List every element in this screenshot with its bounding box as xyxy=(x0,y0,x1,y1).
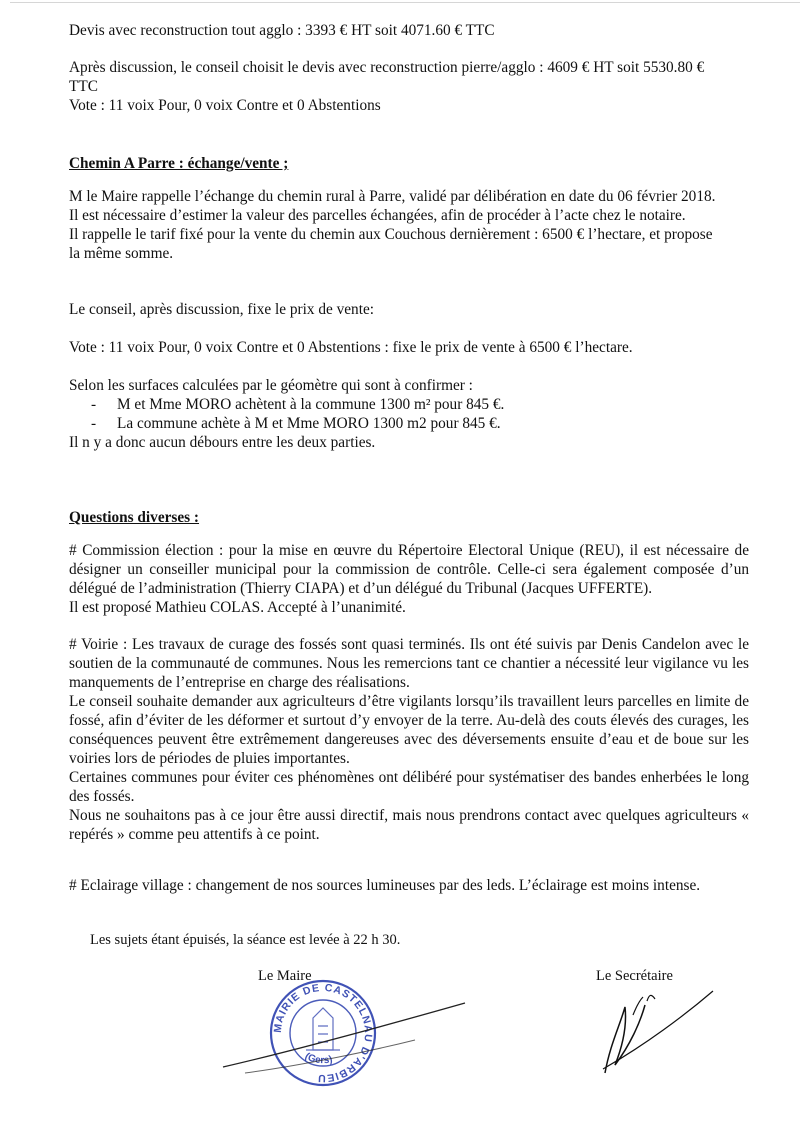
maire-signature xyxy=(215,985,515,1085)
questions-heading: Questions diverses : xyxy=(69,509,200,526)
dash-bullet: - xyxy=(91,415,97,432)
chemin-line3: Il rappelle le tarif fixé pour la vente du chemin aux Couchous dernièrement : 6500 € l’hectare, et propose xyxy=(69,226,713,243)
chemin-list xyxy=(69,395,749,433)
devis-choice-line1: Après discussion, le conseil choisit le devis avec reconstruction pierre/agglo : 4609 € HT soit 5530.80 € xyxy=(69,59,705,76)
svg-text:MAIRIE DE CASTELNAU D'ARBIEU: MAIRIE DE CASTELNAU D'ARBIEU xyxy=(271,981,375,1085)
chemin-line1: M le Maire rappelle l’échange du chemin rural à Parre, validé par délibération en date du 06 février 2018. xyxy=(69,188,716,205)
devis-vote: Vote : 11 voix Pour, 0 voix Contre et 0 Abstentions xyxy=(69,97,381,114)
voirie-paragraph-2: Le conseil souhaite demander aux agriculteurs d’être vigilants lorsqu’ils travaillent leurs parcelles en limite de fossé, afin d’éviter de les déformer et surtout d’y envoyer de la terre. Au-delà des couts élevés des curages, les conséquences peuvent être extrêmement dangereuses avec des déversements ensuite d’eau et de boue sur les voiries lors de périodes de pluies importantes. xyxy=(69,693,749,767)
voirie-paragraph-4: Nous ne souhaitons pas à ce jour être aussi directif, mais nous prendrons contact avec quelques agriculteurs « repérés » comme peu attentifs à ce point. xyxy=(69,807,749,843)
chemin-surfaces-intro: Selon les surfaces calculées par le géomètre qui sont à confirmer : xyxy=(69,377,473,394)
top-rule xyxy=(10,2,800,3)
chemin-vote: Vote : 11 voix Pour, 0 voix Contre et 0 Abstentions : fixe le prix de vente à 6500 € l’hectare. xyxy=(69,339,633,356)
chemin-conclusion: Il n y a donc aucun débours entre les deux parties. xyxy=(69,434,376,451)
list-item: - M et Mme MORO achètent à la commune 1300 m² pour 845 €. xyxy=(91,396,505,413)
eclairage-paragraph: # Eclairage village : changement de nos sources lumineuses par des leds. L’éclairage est moins intense. xyxy=(69,877,701,894)
secretaire-signature xyxy=(585,985,725,1085)
maire-label: Le Maire xyxy=(258,968,312,984)
closing-text: Les sujets étant épuisés, la séance est levée à 22 h 30. xyxy=(90,932,401,948)
commission-paragraph: # Commission élection : pour la mise en œuvre du Répertoire Electoral Unique (REU), il est nécessaire de désigner un conseiller municipal pour la commission de contrôle. Celle-ci sera également composée d’un délégué de l’administration (Thierry CIAPA) et d’un délégué du Tribunal (Jacques UFFERTE). xyxy=(69,542,749,597)
chemin-heading: Chemin A Parre : échange/vente ; xyxy=(69,155,289,172)
chemin-line4: la même somme. xyxy=(69,245,174,262)
list-item: - La commune achète à M et Mme MORO 1300 m2 pour 845 €. xyxy=(91,415,501,432)
devis-choice-line2: TTC xyxy=(69,78,98,95)
voirie-paragraph-3: Certaines communes pour éviter ces phénomènes ont délibéré pour systématiser des bandes enherbées le long des fossés. xyxy=(69,769,749,805)
commission-result: Il est proposé Mathieu COLAS. Accepté à l’unanimité. xyxy=(69,599,406,616)
dash-bullet: - xyxy=(91,396,97,413)
voirie-paragraph-1: # Voirie : Les travaux de curage des fossés sont quasi terminés. Ils ont été suivis par Denis Candelon avec le soutien de la communauté de communes. Nous les remercions tant ce chantier a nécessité leur vigilance vu les manquements de l’entreprise en charge des réalisations. xyxy=(69,636,749,691)
secretaire-label: Le Secrétaire xyxy=(596,968,673,984)
chemin-conseil: Le conseil, après discussion, fixe le prix de vente: xyxy=(69,301,374,318)
chemin-line2: Il est nécessaire d’estimer la valeur des parcelles échangées, afin de procéder à l’acte chez le notaire. xyxy=(69,207,686,224)
svg-text:(Gers): (Gers) xyxy=(302,1051,334,1067)
devis-line: Devis avec reconstruction tout agglo : 3393 € HT soit 4071.60 € TTC xyxy=(69,22,495,39)
